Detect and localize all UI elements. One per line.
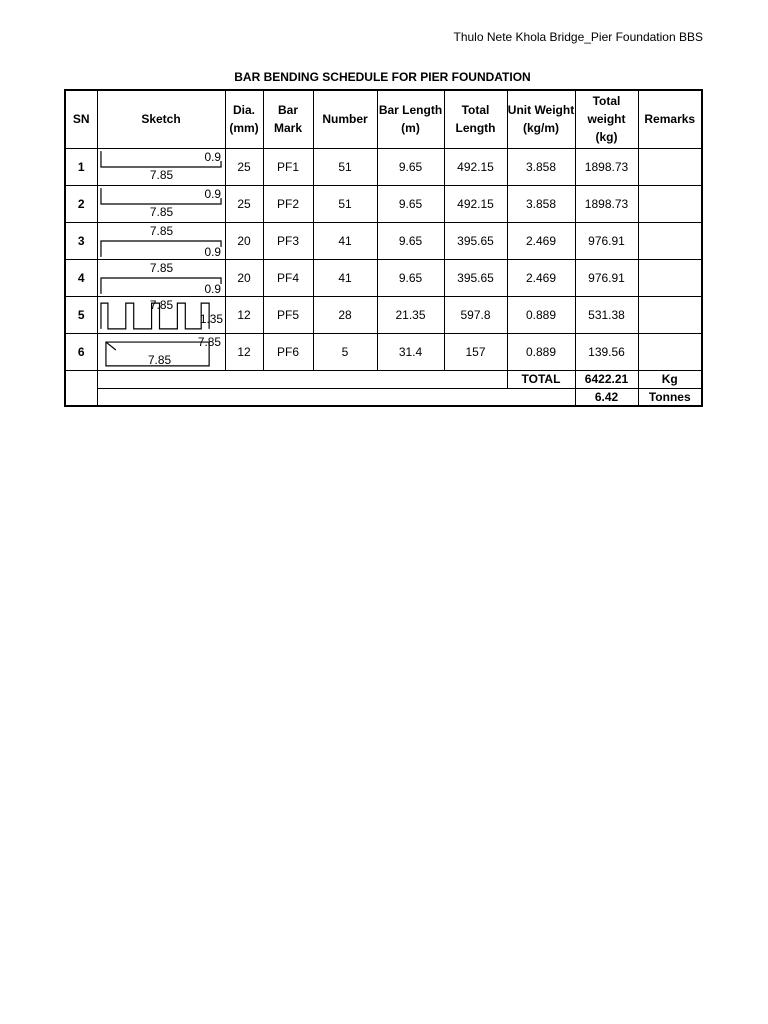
- bar-shape-sketch: [98, 297, 225, 333]
- cell-total-weight: 976.91: [575, 222, 638, 259]
- cell-bar-length: 9.65: [377, 259, 444, 296]
- cell-sketch: [97, 259, 225, 296]
- cell-remarks: [638, 296, 702, 333]
- sketch-dim-a: 0.9: [204, 149, 221, 164]
- table-row: [65, 333, 702, 370]
- header-row: [65, 90, 702, 148]
- cell-bar-mark: PF6: [263, 333, 313, 370]
- cell-number: 28: [313, 296, 377, 333]
- bar-shape-sketch: [98, 223, 225, 259]
- cell-dia: 20: [225, 259, 263, 296]
- bar-shape-sketch: [98, 149, 225, 185]
- cell-bar-length: 9.65: [377, 185, 444, 222]
- cell-dia: 25: [225, 185, 263, 222]
- cell-number: 51: [313, 148, 377, 185]
- cell-sn: 4: [65, 259, 97, 296]
- cell-sketch: [97, 222, 225, 259]
- table-title: BAR BENDING SCHEDULE FOR PIER FOUNDATION: [234, 70, 531, 84]
- cell-total-weight: 1898.73: [575, 185, 638, 222]
- cell-sketch: [97, 148, 225, 185]
- cell-number: 41: [313, 222, 377, 259]
- cell-sn: 6: [65, 333, 97, 370]
- cell-unit-weight: 3.858: [507, 148, 575, 185]
- cell-bar-mark: PF5: [263, 296, 313, 333]
- sketch-dim-b: 7.85: [147, 352, 171, 367]
- col-header-bar-mark: Bar Mark: [263, 90, 313, 148]
- cell-total-length: 597.8: [444, 296, 507, 333]
- table-row: [65, 222, 702, 259]
- cell-total-weight: 1898.73: [575, 148, 638, 185]
- cell-bar-mark: PF4: [263, 259, 313, 296]
- cell-unit-weight: 2.469: [507, 222, 575, 259]
- table-row: [65, 148, 702, 185]
- totals-spacer: [97, 370, 507, 388]
- col-header-remarks: Remarks: [638, 90, 702, 148]
- cell-remarks: [638, 185, 702, 222]
- cell-remarks: [638, 259, 702, 296]
- total-weight-tonnes: 6.42: [575, 388, 638, 406]
- col-header-bar-length: Bar Length (m): [377, 90, 444, 148]
- table-row: [65, 296, 702, 333]
- cell-total-length: 492.15: [444, 148, 507, 185]
- col-header-dia: Dia. (mm): [225, 90, 263, 148]
- cell-bar-length: 9.65: [377, 148, 444, 185]
- cell-dia: 12: [225, 296, 263, 333]
- cell-bar-mark: PF3: [263, 222, 313, 259]
- cell-sn: 2: [65, 185, 97, 222]
- cell-unit-weight: 0.889: [507, 333, 575, 370]
- sketch-dim-a: 7.85: [149, 223, 173, 238]
- total-weight-kg-unit: Kg: [638, 370, 702, 388]
- cell-sn: 3: [65, 222, 97, 259]
- cell-number: 51: [313, 185, 377, 222]
- table-row: [65, 185, 702, 222]
- sketch-dim-b: 0.9: [204, 244, 221, 259]
- total-label: TOTAL: [507, 370, 575, 388]
- cell-bar-mark: PF1: [263, 148, 313, 185]
- document-header: Thulo Nete Khola Bridge_Pier Foundation BBS: [453, 30, 703, 44]
- cell-number: 41: [313, 259, 377, 296]
- bar-shape-sketch: [98, 260, 225, 296]
- cell-remarks: [638, 148, 702, 185]
- cell-unit-weight: 0.889: [507, 296, 575, 333]
- bar-shape-sketch: [98, 334, 225, 370]
- cell-total-length: 492.15: [444, 185, 507, 222]
- cell-unit-weight: 2.469: [507, 259, 575, 296]
- cell-total-weight: 531.38: [575, 296, 638, 333]
- bar-shape-sketch: [98, 186, 225, 222]
- cell-total-length: 395.65: [444, 259, 507, 296]
- cell-sketch: [97, 333, 225, 370]
- cell-number: 5: [313, 333, 377, 370]
- cell-total-length: 395.65: [444, 222, 507, 259]
- sketch-dim-b: 7.85: [149, 167, 173, 182]
- cell-total-length: 157: [444, 333, 507, 370]
- cell-bar-length: 9.65: [377, 222, 444, 259]
- cell-bar-mark: PF2: [263, 185, 313, 222]
- sketch-dim-b: 1.35: [199, 311, 223, 326]
- cell-sn: 5: [65, 296, 97, 333]
- total-weight-tonnes-unit: Tonnes: [638, 388, 702, 406]
- tonnes-spacer: [97, 388, 575, 406]
- sketch-dim-a: 7.85: [197, 334, 221, 349]
- sketch-dim-b: 7.85: [149, 204, 173, 219]
- sketch-dim-a: 7.85: [149, 260, 173, 275]
- cell-dia: 25: [225, 148, 263, 185]
- total-tonnes-row: [65, 388, 702, 406]
- totals-sn-spacer: [65, 370, 97, 406]
- cell-bar-length: 31.4: [377, 333, 444, 370]
- cell-dia: 20: [225, 222, 263, 259]
- col-header-total-weight: Total weight (kg): [575, 90, 638, 148]
- table-row: [65, 259, 702, 296]
- total-kg-row: [65, 370, 702, 388]
- sketch-dim-b: 0.9: [204, 281, 221, 296]
- col-header-sketch: Sketch: [97, 90, 225, 148]
- col-header-total-length: Total Length: [444, 90, 507, 148]
- bar-bending-schedule-table: [64, 89, 703, 407]
- cell-sn: 1: [65, 148, 97, 185]
- col-header-number: Number: [313, 90, 377, 148]
- cell-total-weight: 139.56: [575, 333, 638, 370]
- cell-dia: 12: [225, 333, 263, 370]
- cell-unit-weight: 3.858: [507, 185, 575, 222]
- cell-sketch: [97, 185, 225, 222]
- total-weight-kg: 6422.21: [575, 370, 638, 388]
- sketch-dim-a: 0.9: [204, 186, 221, 201]
- cell-total-weight: 976.91: [575, 259, 638, 296]
- col-header-sn: SN: [65, 90, 97, 148]
- cell-bar-length: 21.35: [377, 296, 444, 333]
- cell-remarks: [638, 222, 702, 259]
- sketch-dim-a: 7.85: [149, 297, 173, 312]
- col-header-unit-weight: Unit Weight (kg/m): [507, 90, 575, 148]
- cell-sketch: [97, 296, 225, 333]
- cell-remarks: [638, 333, 702, 370]
